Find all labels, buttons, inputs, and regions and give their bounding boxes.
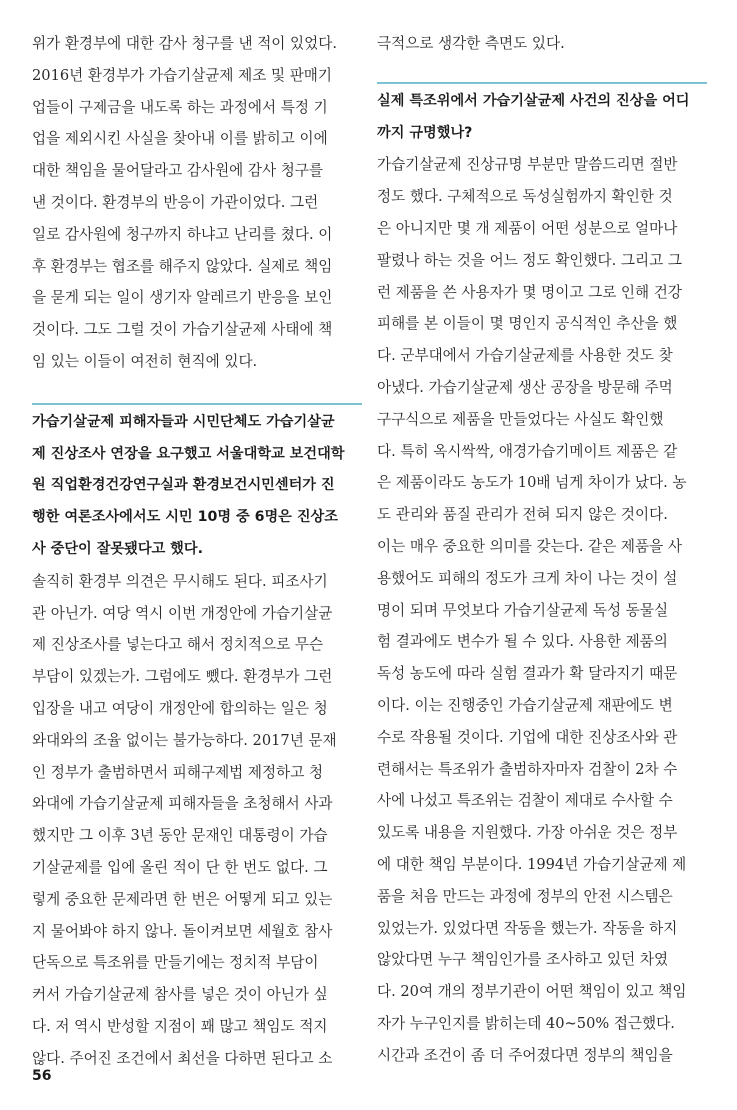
text-line: 독성 농도에 따라 실험 결과가 확 달라지기 때문 — [377, 665, 678, 683]
text-line: 을 묻게 되는 일이 생기자 알레르기 반응을 보인 — [32, 289, 333, 307]
text-line: 렇게 중요한 문제라면 한 번은 어떻게 되고 있는 — [32, 890, 333, 908]
text-line: 이다. 이는 진행중인 가습기살균제 재판에도 변 — [377, 696, 673, 714]
question-line: 제 진상조사 연장을 요구했고 서울대학교 보건대학 — [32, 445, 345, 462]
text-line: 입장을 내고 여당이 개정안에 합의하는 일은 청 — [32, 699, 328, 717]
text-line: 런 제품을 쓴 사용자가 몇 명이고 그로 인해 건강 — [377, 283, 682, 301]
text-line: 품을 처음 만드는 과정에 정부의 안전 시스템은 — [377, 887, 673, 905]
text-line: 제 진상조사를 넣는다고 해서 정치적으로 무슨 — [32, 636, 324, 654]
text-line: 시간과 조건이 좀 더 주어졌다면 정부의 책임을 — [377, 1046, 673, 1064]
text-line: 인 정부가 출범하면서 피해구제법 제정하고 청 — [32, 763, 324, 781]
section-divider — [32, 403, 362, 405]
right-intro-paragraph — [377, 28, 707, 60]
text-line: 커서 가습기살균제 참사를 넣은 것이 아닌가 싶 — [32, 986, 328, 1004]
text-line: 도 관리와 품질 관리가 전혀 되지 않은 것이다. — [377, 506, 668, 524]
text-line: 련해서는 특조위가 출범하자마자 검찰이 2차 수 — [377, 760, 678, 778]
text-line: 2016년 환경부가 가습기살균제 제조 및 판매기 — [32, 66, 332, 84]
text-line: 않았다면 누구 책임인가를 조사하고 있던 차였 — [377, 951, 669, 969]
text-line: 험 결과에도 변수가 될 수 있다. 사용한 제품의 — [377, 633, 668, 651]
text-line: 수로 작용될 것이다. 기업에 대한 진상조사와 관 — [377, 728, 678, 746]
section-divider — [377, 82, 707, 84]
text-line: 은 제품이라도 농도가 10배 넘게 차이가 났다. 농 — [377, 474, 687, 492]
text-line: 업을 제외시킨 사실을 찾아내 이를 밝히고 이에 — [32, 130, 328, 148]
text-line: 은 아니지만 몇 개 제품이 어떤 성분으로 얼마나 — [377, 219, 678, 237]
text-line: 일로 감사원에 청구까지 하냐고 난리를 쳤다. 이 — [32, 225, 333, 243]
text-line: 관 아닌가. 여당 역시 이번 개정안에 가습기살균 — [32, 604, 333, 622]
text-line: 다. 저 역시 반성할 지점이 꽤 많고 책임도 적지 — [32, 1017, 328, 1035]
text-line: 피해를 본 이들이 몇 명인지 공식적인 추산을 했 — [377, 315, 678, 333]
text-line: 팔렸나 하는 것을 어느 정도 확인했다. 그리고 그 — [377, 251, 682, 269]
text-line: 사에 나섰고 특조위는 검찰이 제대로 수사할 수 — [377, 792, 673, 810]
text-line: 것이다. 그도 그럴 것이 가습기살균제 사태에 책 — [32, 321, 333, 339]
text-line: 부담이 있겠는가. 그럼에도 뺐다. 환경부가 그런 — [32, 668, 333, 686]
page-number: 56 — [32, 1068, 52, 1084]
text-line: 낸 것이다. 환경부의 반응이 가관이었다. 그런 — [32, 193, 319, 211]
question-line: 사 중단이 잘못됐다고 했다. — [32, 540, 203, 557]
text-line: 에 대한 책임 부분이다. 1994년 가습기살균제 제 — [377, 855, 687, 873]
text-line: 기살균제를 입에 올린 적이 단 한 번도 없다. 그 — [32, 858, 328, 876]
text-line: 솔직히 환경부 의견은 무시해도 된다. 피조사기 — [32, 572, 328, 590]
text-line: 다. 특히 옥시싹싹, 애경가습기메이트 제품은 같 — [377, 442, 678, 460]
text-line: 했지만 그 이후 3년 동안 문재인 대통령이 가습 — [32, 827, 328, 845]
question-line: 까지 규명했나? — [377, 124, 473, 141]
text-line: 용했어도 피해의 정도가 크게 차이 나는 것이 설 — [377, 569, 678, 587]
text-line: 자가 누구인지를 밝히는데 40~50% 접근했다. — [377, 1014, 675, 1032]
text-line: 명이 되며 무엇보다 가습기살균제 독성 동물실 — [377, 601, 669, 619]
text-line: 있도록 내용을 지원했다. 가장 아쉬운 것은 정부 — [377, 824, 678, 842]
text-line: 지 물어봐야 하지 않나. 돌이켜보면 세월호 참사 — [32, 922, 333, 940]
text-line: 다. 군부대에서 가습기살균제를 사용한 것도 찾 — [377, 347, 673, 365]
text-line: 후 환경부는 협조를 해주지 않았다. 실제로 책임 — [32, 257, 333, 275]
text-line: 않다. 주어진 조건에서 최선을 다하면 된다고 소 — [32, 1049, 333, 1067]
text-line: 대한 책임을 물어달라고 감사원에 감사 청구를 — [32, 162, 324, 180]
left-column — [32, 28, 362, 1075]
text-line: 임 있는 이들이 여전히 현직에 있다. — [32, 352, 258, 370]
text-line: 정도 했다. 구체적으로 독성실험까지 확인한 것 — [377, 188, 673, 206]
interview-answer — [32, 566, 362, 1075]
text-line: 단독으로 특조위를 만들기에는 정치적 부담이 — [32, 954, 319, 972]
text-line: 이는 매우 중요한 의미를 갖는다. 같은 제품을 사 — [377, 537, 682, 555]
question-line: 가습기살균제 피해자들과 시민단체도 가습기살균 — [32, 413, 335, 430]
text-line: 다. 20여 개의 정부기관이 어떤 책임이 있고 책임 — [377, 983, 687, 1001]
text-line: 가습기살균제 진상규명 부분만 말씀드리면 절반 — [377, 156, 678, 174]
text-line: 와대에 가습기살균제 피해자들을 초청해서 사과 — [32, 795, 333, 813]
text-line: 아냈다. 가습기살균제 생산 공장을 방문해 주먹 — [377, 378, 673, 396]
interview-question — [377, 86, 707, 150]
text-line: 구구식으로 제품을 만들었다는 사실도 확인했 — [377, 410, 664, 428]
text-line: 극적으로 생각한 측면도 있다. — [377, 35, 565, 52]
left-intro-paragraph — [32, 28, 362, 378]
question-line: 행한 여론조사에서도 시민 10명 중 6명은 진상조 — [32, 509, 338, 526]
text-line: 와대와의 조율 없이는 불가능하다. 2017년 문재 — [32, 731, 337, 749]
interview-answer — [377, 149, 707, 1071]
question-line: 실제 특조위에서 가습기살균제 사건의 진상을 어디 — [377, 92, 690, 109]
question-line: 원 직업환경건강연구실과 환경보건시민센터가 진 — [32, 477, 335, 494]
interview-question — [32, 407, 362, 566]
text-line: 위가 환경부에 대한 감사 청구를 낸 적이 있었다. — [32, 35, 337, 52]
text-line: 있었는가. 있었다면 작동을 했는가. 작동을 하지 — [377, 919, 678, 937]
text-line: 업들이 구제금을 내도록 하는 과정에서 특정 기 — [32, 98, 328, 116]
right-column — [377, 28, 707, 1072]
